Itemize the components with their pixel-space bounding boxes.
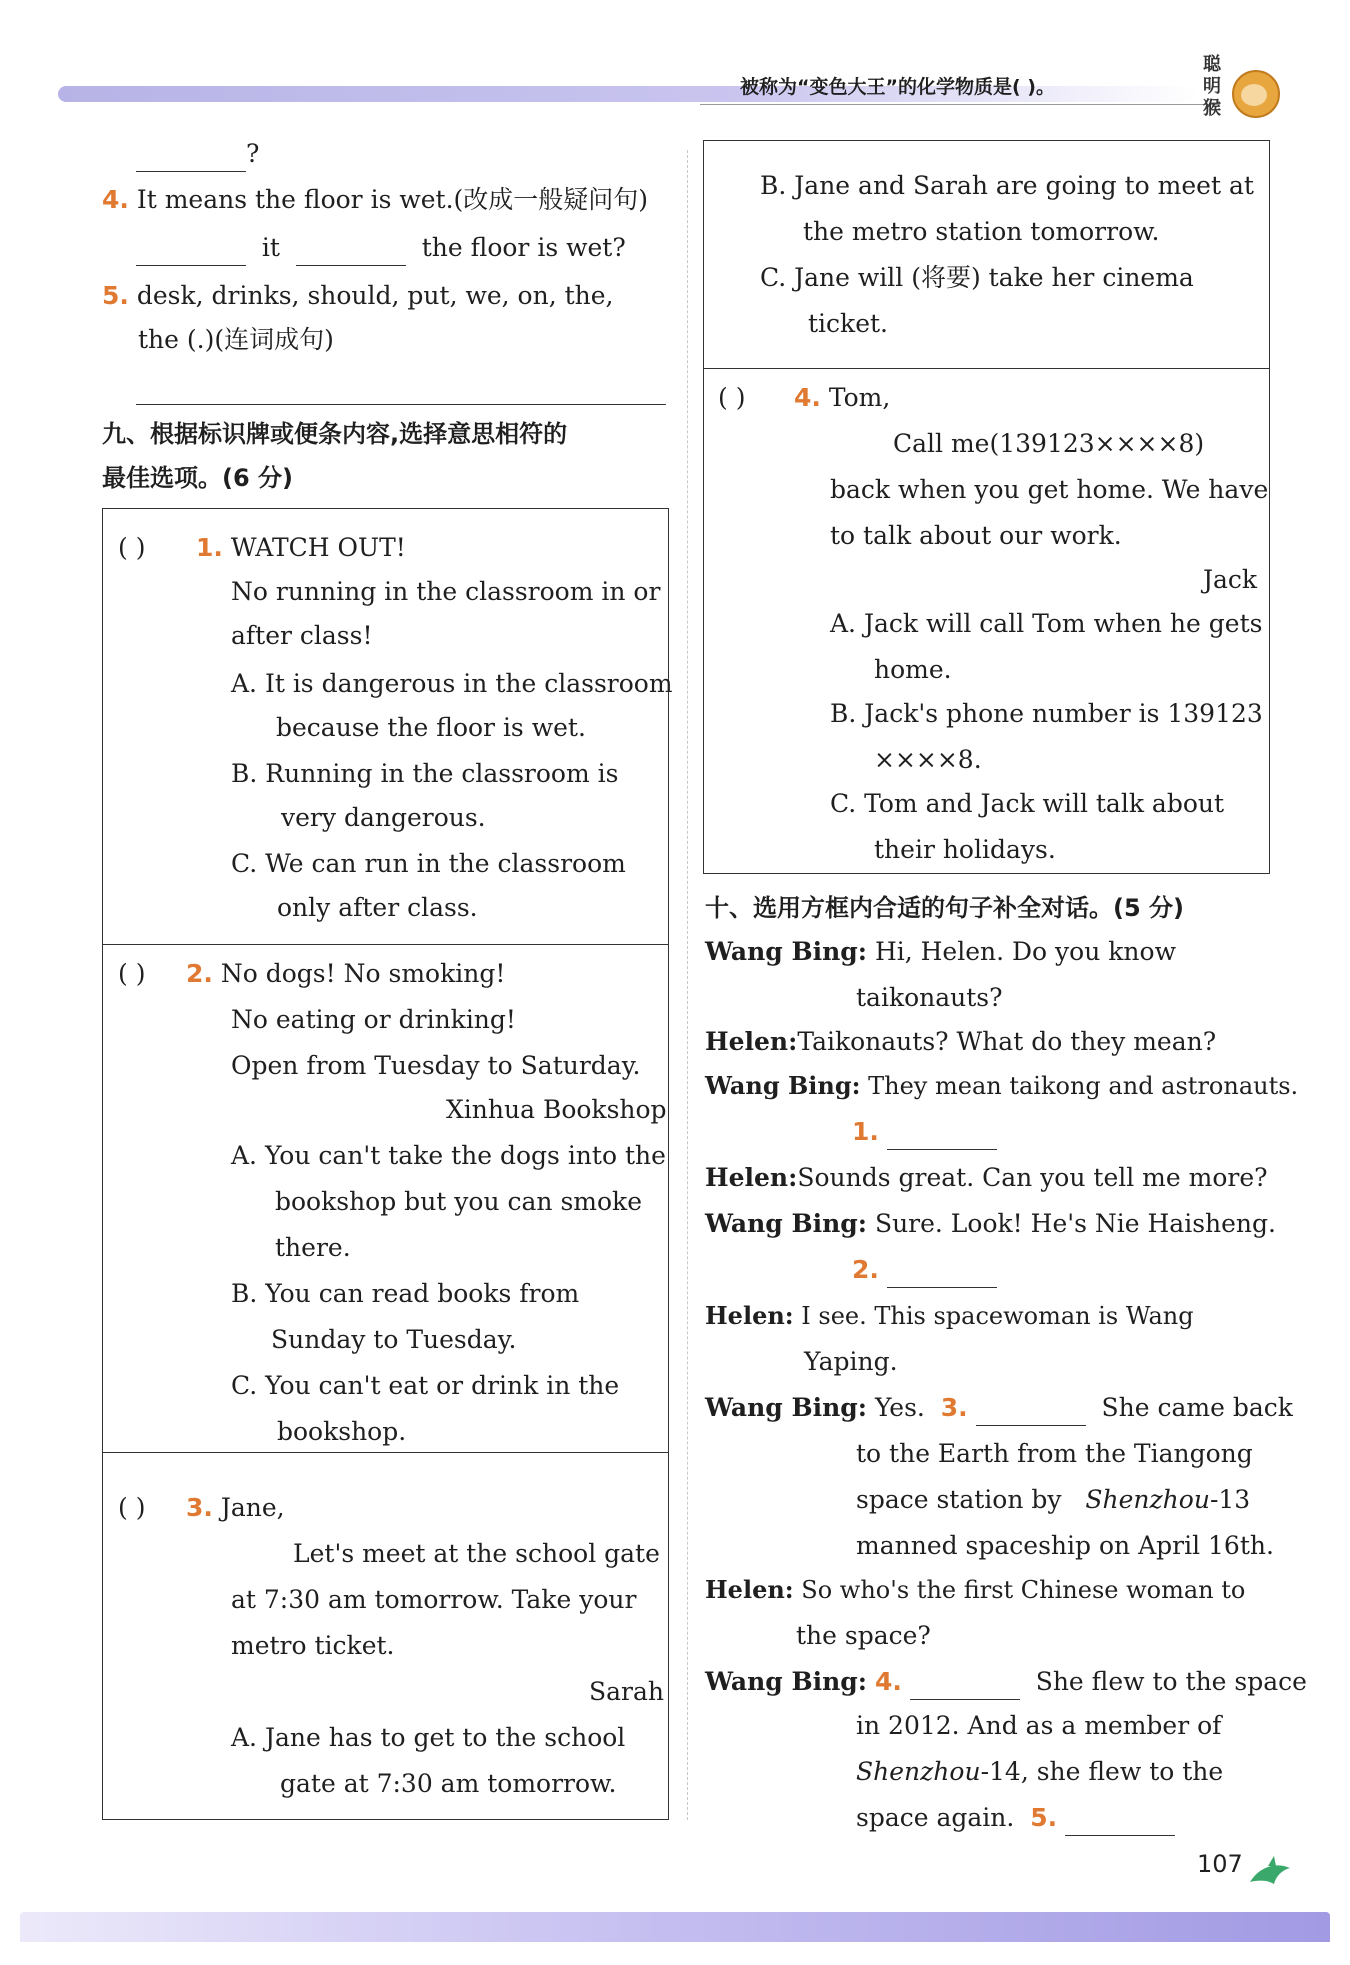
item3-option-a: A. Jane has to get to the school [231,1723,626,1752]
dialog-line-7e: manned spaceship on April 16th. [856,1531,1274,1560]
blank-2[interactable]: 2. [852,1252,997,1288]
dialog-line-8: Helen: So who's the first Chinese woman to [705,1575,1246,1604]
item3-option-c: C. Jane will (将要) take her cinema [760,263,1194,292]
item1-sign-text-1: No running in the classroom in or [231,577,661,606]
dialog-line-1b: taikonauts? [856,983,1003,1012]
item3-num: 3. Jane, [186,1493,285,1522]
item4-paren[interactable]: ( ) [718,383,746,412]
dialog-line-6b: Yaping. [804,1347,898,1376]
blank-3-num: 3. [940,1393,968,1422]
item4-option-a: A. Jack will call Tom when he gets [830,609,1263,638]
dialog-line-6: Helen: I see. This spacewoman is Wang [705,1301,1194,1330]
box-divider-3 [703,368,1270,369]
item4-note-1: Call me(139123××××8) [893,429,1205,458]
item2-option-a-2: bookshop but you can smoke [275,1187,642,1216]
item2-option-b: B. You can read books from [231,1279,580,1308]
q5-line2: the (.)(连词成句) [138,325,334,354]
dialog-line-3: Wang Bing: They mean taikong and astronauts. [705,1071,1299,1100]
item2-option-c-2: bookshop. [277,1417,407,1446]
item3-note-3: metro ticket. [231,1631,395,1660]
item4-option-b: B. Jack's phone number is 139123 [830,699,1263,728]
item2-num: 2. No dogs! No smoking! [186,959,506,988]
item3-note-1: Let's meet at the school gate [293,1539,660,1568]
item2-option-c: C. You can't eat or drink in the [231,1371,620,1400]
dialog-line-7c: to the Earth from the Tiangong [856,1439,1253,1468]
dolphin-icon [1246,1852,1296,1892]
q4-answer: it the floor is wet? [136,230,626,266]
item4-note-2: back when you get home. We have [830,475,1269,504]
item3-paren[interactable]: ( ) [118,1493,146,1522]
item3-option-b-2: the metro station tomorrow. [803,217,1160,246]
item1-option-c-2: only after class. [277,893,478,922]
item4-option-a-2: home. [874,655,952,684]
item3-option-a-2: gate at 7:30 am tomorrow. [280,1769,617,1798]
blank-3[interactable] [976,1395,1086,1426]
box-divider-1 [102,944,669,945]
q3-answer-line: ? [136,136,259,172]
dialog-line-9: Wang Bing: 4. She flew to the space [705,1664,1307,1700]
dialog-line-7: Wang Bing: Yes. 3. She came back [705,1390,1293,1426]
item2-paren[interactable]: ( ) [118,959,146,988]
header-question: 被称为“变色大王”的化学物质是( )。 [740,76,1055,98]
item4-note-3: to talk about our work. [830,521,1122,550]
item3-note-2: at 7:30 am tomorrow. Take your [231,1585,637,1614]
section10-title: 十、选用方框内合适的句子补全对话。(5 分) [705,894,1184,922]
monkey-face-icon [1241,84,1267,106]
item2-option-b-2: Sunday to Tuesday. [271,1325,517,1354]
dialog-line-9b: in 2012. And as a member of [856,1711,1222,1740]
item4-num: 4. Tom, [794,383,891,412]
item1-paren[interactable]: ( ) [118,533,146,562]
item2-signature: Xinhua Bookshop [446,1095,667,1124]
q5-line1: 5. desk, drinks, should, put, we, on, the, [102,281,614,310]
blank-5-num: 5. [1030,1803,1058,1832]
item1-option-b-2: very dangerous. [281,803,486,832]
item1-option-b: B. Running in the classroom is [231,759,619,788]
item4-signature: Jack [1203,565,1258,594]
dialog-line-4: Helen:Sounds great. Can you tell me more? [705,1163,1268,1192]
item2-option-a: A. You can't take the dogs into the [231,1141,666,1170]
dialog-line-8b: the space? [796,1621,931,1650]
dialog-line-7d: space station by Shenzhou-13 [856,1485,1251,1514]
item4-option-c: C. Tom and Jack will talk about [830,789,1225,818]
blank-4-num: 4. [874,1667,902,1696]
item3-option-c-2: ticket. [808,309,888,338]
item3-signature: Sarah [589,1677,664,1706]
dialog-line-9c: Shenzhou-14, she flew to the [856,1757,1224,1786]
item2-sign-text-1: No eating or drinking! [231,1005,516,1034]
dialog-line-2: Helen:Taikonauts? What do they mean? [705,1027,1217,1056]
section9-title-2: 最佳选项。(6 分) [102,464,293,492]
blank-5[interactable] [1065,1805,1175,1836]
dialog-line-1: Wang Bing: Hi, Helen. Do you know [705,937,1176,966]
box-divider-2 [102,1452,669,1453]
page-number: 107 [1197,1850,1243,1878]
item1-option-c: C. We can run in the classroom [231,849,626,878]
q4-line: 4. It means the floor is wet.(改成一般疑问句) [102,185,649,214]
logo-text: 聪明猴 [1203,54,1221,119]
item1-sign-text-2: after class! [231,621,373,650]
column-divider [687,150,688,1820]
item1-option-a: A. It is dangerous in the classroom [231,669,673,698]
item4-option-c-2: their holidays. [874,835,1056,864]
footer-bar [20,1912,1330,1942]
item2-option-a-3: there. [275,1233,351,1262]
q5-answer-line [136,404,666,405]
section9-title-1: 九、根据标识牌或便条内容,选择意思相符的 [102,420,568,448]
item4-option-b-2: ××××8. [874,745,982,774]
header-rule [700,104,1220,105]
blank-1[interactable]: 1. [852,1114,997,1150]
dialog-line-5: Wang Bing: Sure. Look! He's Nie Haisheng. [705,1209,1276,1238]
item1-option-a-2: because the floor is wet. [276,713,586,742]
item3-option-b: B. Jane and Sarah are going to meet at [760,171,1254,200]
blank-4[interactable] [910,1669,1020,1700]
dialog-line-9d: space again. 5. [856,1800,1175,1836]
item1-num: 1. WATCH OUT! [196,533,406,562]
item2-sign-text-2: Open from Tuesday to Saturday. [231,1051,641,1080]
